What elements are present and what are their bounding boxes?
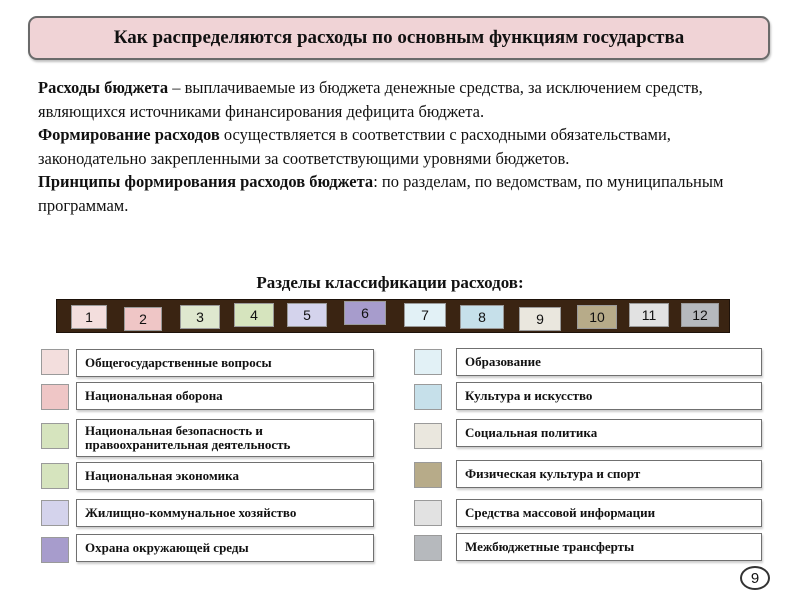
title-banner <box>28 16 770 60</box>
right-swatch-6 <box>414 535 442 561</box>
right-section-label-3: Социальная политика <box>456 419 762 447</box>
section-number-12: 12 <box>681 303 719 327</box>
page-title: Как распределяются расходы по основным функциям государства <box>113 27 685 48</box>
left-section-label-2: Национальная оборона <box>76 382 374 410</box>
section-number-2: 2 <box>124 307 162 331</box>
right-swatch-1 <box>414 349 442 375</box>
left-swatch-2 <box>41 384 69 410</box>
section-number-10: 10 <box>577 305 617 329</box>
paragraph-formation <box>38 123 758 170</box>
section-number-11: 11 <box>629 303 669 327</box>
definition: : по разделам, по ведомствам, по муниципальным программам. <box>38 172 724 215</box>
left-section-label-3: Национальная безопасность и правоохранительная деятельность <box>76 419 374 457</box>
right-section-label-2: Культура и искусство <box>456 382 762 410</box>
right-swatch-4 <box>414 462 442 488</box>
definition: осуществляется в соответствии с расходными обязательствами, законодательно закрепленными за соответствующими уровнями бюджетов. <box>38 125 671 168</box>
right-swatch-2 <box>414 384 442 410</box>
left-swatch-6 <box>41 537 69 563</box>
right-swatch-5 <box>414 500 442 526</box>
page-number: 9 <box>740 566 770 590</box>
section-number-5: 5 <box>287 303 327 327</box>
term: Формирование расходов <box>38 125 220 145</box>
term: Принципы формирования расходов бюджета <box>38 172 374 192</box>
section-number-3: 3 <box>180 305 220 329</box>
left-swatch-4 <box>41 463 69 489</box>
paragraph-principles <box>38 170 758 217</box>
definitions-text <box>38 76 758 218</box>
left-section-label-5: Жилищно-коммунальное хозяйство <box>76 499 374 527</box>
section-number-7: 7 <box>404 303 446 327</box>
section-number-4: 4 <box>234 303 274 327</box>
left-swatch-3 <box>41 423 69 449</box>
section-number-1: 1 <box>71 305 107 329</box>
section-number-9: 9 <box>519 307 561 331</box>
sections-heading: Разделы классификации расходов: <box>256 273 524 292</box>
right-swatch-3 <box>414 423 442 449</box>
right-section-label-4: Физическая культура и спорт <box>456 460 762 488</box>
term: Расходы бюджета <box>38 78 169 97</box>
section-number-bar <box>56 299 730 333</box>
definition: – выплачиваемые из бюджета денежные средства, за исключением средств, являющихся источниками финансирования дефицита бюджета. <box>38 78 703 121</box>
left-section-label-1: Общегосударственные вопросы <box>76 349 374 377</box>
section-number-6: 6 <box>344 301 386 325</box>
section-number-8: 8 <box>460 305 504 329</box>
right-section-label-1: Образование <box>456 348 762 376</box>
right-section-label-6: Межбюджетные трансферты <box>456 533 762 561</box>
right-section-label-5: Средства массовой информации <box>456 499 762 527</box>
paragraph-expenditures <box>38 76 758 123</box>
left-swatch-5 <box>41 500 69 526</box>
left-section-label-4: Национальная экономика <box>76 462 374 490</box>
left-swatch-1 <box>41 349 69 375</box>
left-section-label-6: Охрана окружающей среды <box>76 534 374 562</box>
